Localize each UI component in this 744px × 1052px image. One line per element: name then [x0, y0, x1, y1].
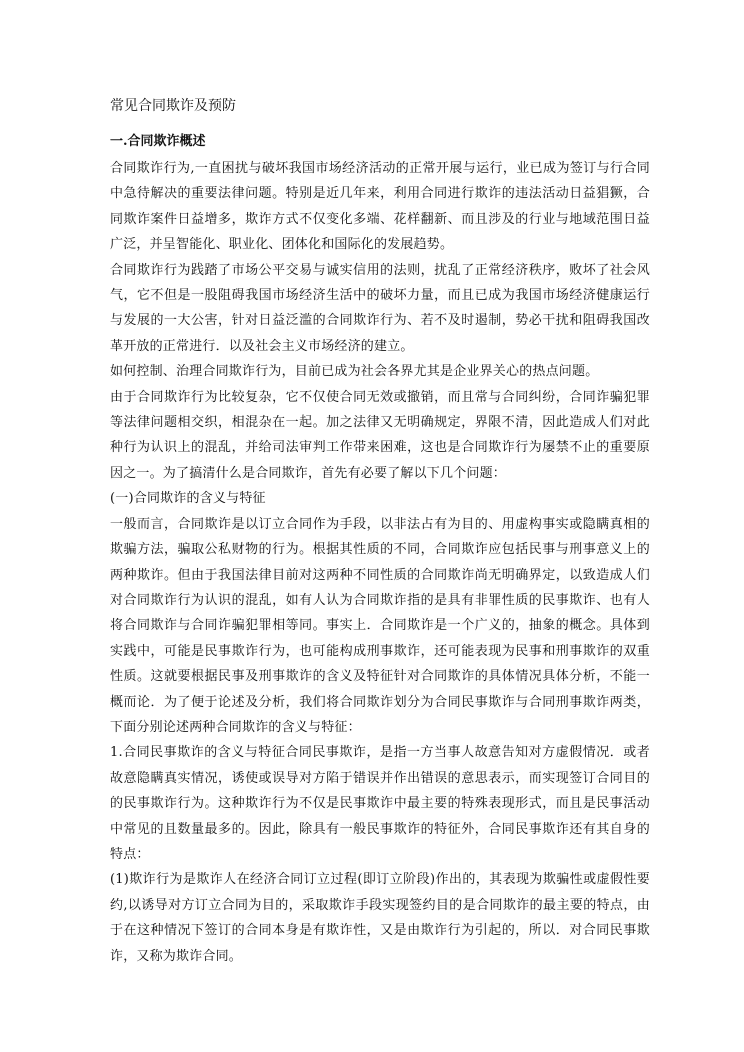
paragraph-harm: 合同欺诈行为践踏了市场公平交易与诚实信用的法则，扰乱了正常经济秩序，败坏了社会风气，它不但是一股阻碍我国市场经济生活中的破坏力量，而且已成为我国市场经济健康运行与发展的一大公害，针对日益泛滥的合同欺诈行为、若不及时遏制，势必干扰和阻碍我国改革开放的正常进行．以及社会主义市场经济的建立。: [110, 262, 650, 354]
paragraph-intro: 合同欺诈行为,一直困扰与破坏我国市场经济活动的正常开展与运行，业已成为签订与行合同中急待解决的重要法律问题。特别是近几年来，利用合同进行欺诈的违法活动日益猖獗，合同欺诈案件日益增多，欺诈方式不仅变化多端、花样翻新、而且涉及的行业与地域范围日益广泛，并呈智能化、职业化、团体化和国际化的发展趋势。: [110, 161, 650, 253]
document-title: 常见合同欺诈及预防: [110, 98, 236, 114]
section-heading: 一.合同欺诈概述: [110, 134, 206, 149]
paragraph-civil-fraud: 1.合同民事欺诈的含义与特征合同民事欺诈，是指一方当事人故意告知对方虚假情况．或者故意隐瞒真实情况，诱使或误导对方陷于错误并作出错误的意思表示，而实现签订合同目的的民事欺诈行为。这种欺诈行为不仅是民事欺诈中最主要的特殊表现形式，而且是民事活动中常见的且数量最多的。因此，除具有一般民事欺诈的特征外，合同民事欺诈还有其自身的特点：: [110, 745, 650, 862]
paragraph-complexity: 由于合同欺诈行为比较复杂，它不仅使合同无效或撤销，而且常与合同纠纷，合同诈骗犯罪等法律问题相交织，相混杂在一起。加之法律又无明确规定，界限不清，因此造成人们对此种行为认识上的混乱，并给司法审判工作带来困难，这也是合同欺诈行为屡禁不止的重要原因之一。为了搞清什么是合同欺诈，首先有必要了解以下几个问题：: [110, 389, 650, 481]
paragraph-control: 如何控制、治理合同欺诈行为，目前已成为社会各界尤其是企业界关心的热点问题。: [110, 364, 599, 380]
subsection-heading: (一)合同欺诈的含义与特征: [110, 491, 266, 507]
paragraph-point-1: (1)欺诈行为是欺诈人在经济合同订立过程(即订立阶段)作出的，其表现为欺骗性或虚假性要约,以诱导对方订立合同为目的，采取欺诈手段实现签约目的是合同欺诈的最主要的特点，由于在这种情况下签订的合同本身是有欺诈性，又是由欺诈行为引起的，所以．对合同民事欺诈，又称为欺诈合同。: [110, 872, 650, 964]
paragraph-definition: 一般而言，合同欺诈是以订立合同作为手段，以非法占有为目的、用虚构事实或隐瞒真相的欺骗方法，骗取公私财物的行为。根据其性质的不同，合同欺诈应包括民事与刑事意义上的两种欺诈。但由于我国法律目前对这两种不同性质的合同欺诈尚无明确界定，以致造成人们对合同欺诈行为认识的混乱，如有人认为合同欺诈指的是具有非罪性质的民事欺诈、也有人将合同欺诈与合同诈骗犯罪相等同。事实上．合同欺诈是一个广义的，抽象的概念。具体到实践中，可能是民事欺诈行为，也可能构成刑事欺诈，还可能表现为民事和刑事欺诈的双重性质。这就要根据民事及刑事欺诈的含义及特征针对合同欺诈的具体情况具体分析，不能一概而论．为了便于论述及分析，我们将合同欺诈划分为合同民事欺诈与合同刑事欺诈两类，下面分别论述两种合同欺诈的含义与特征：: [110, 516, 650, 735]
document-body: [110, 96, 650, 969]
